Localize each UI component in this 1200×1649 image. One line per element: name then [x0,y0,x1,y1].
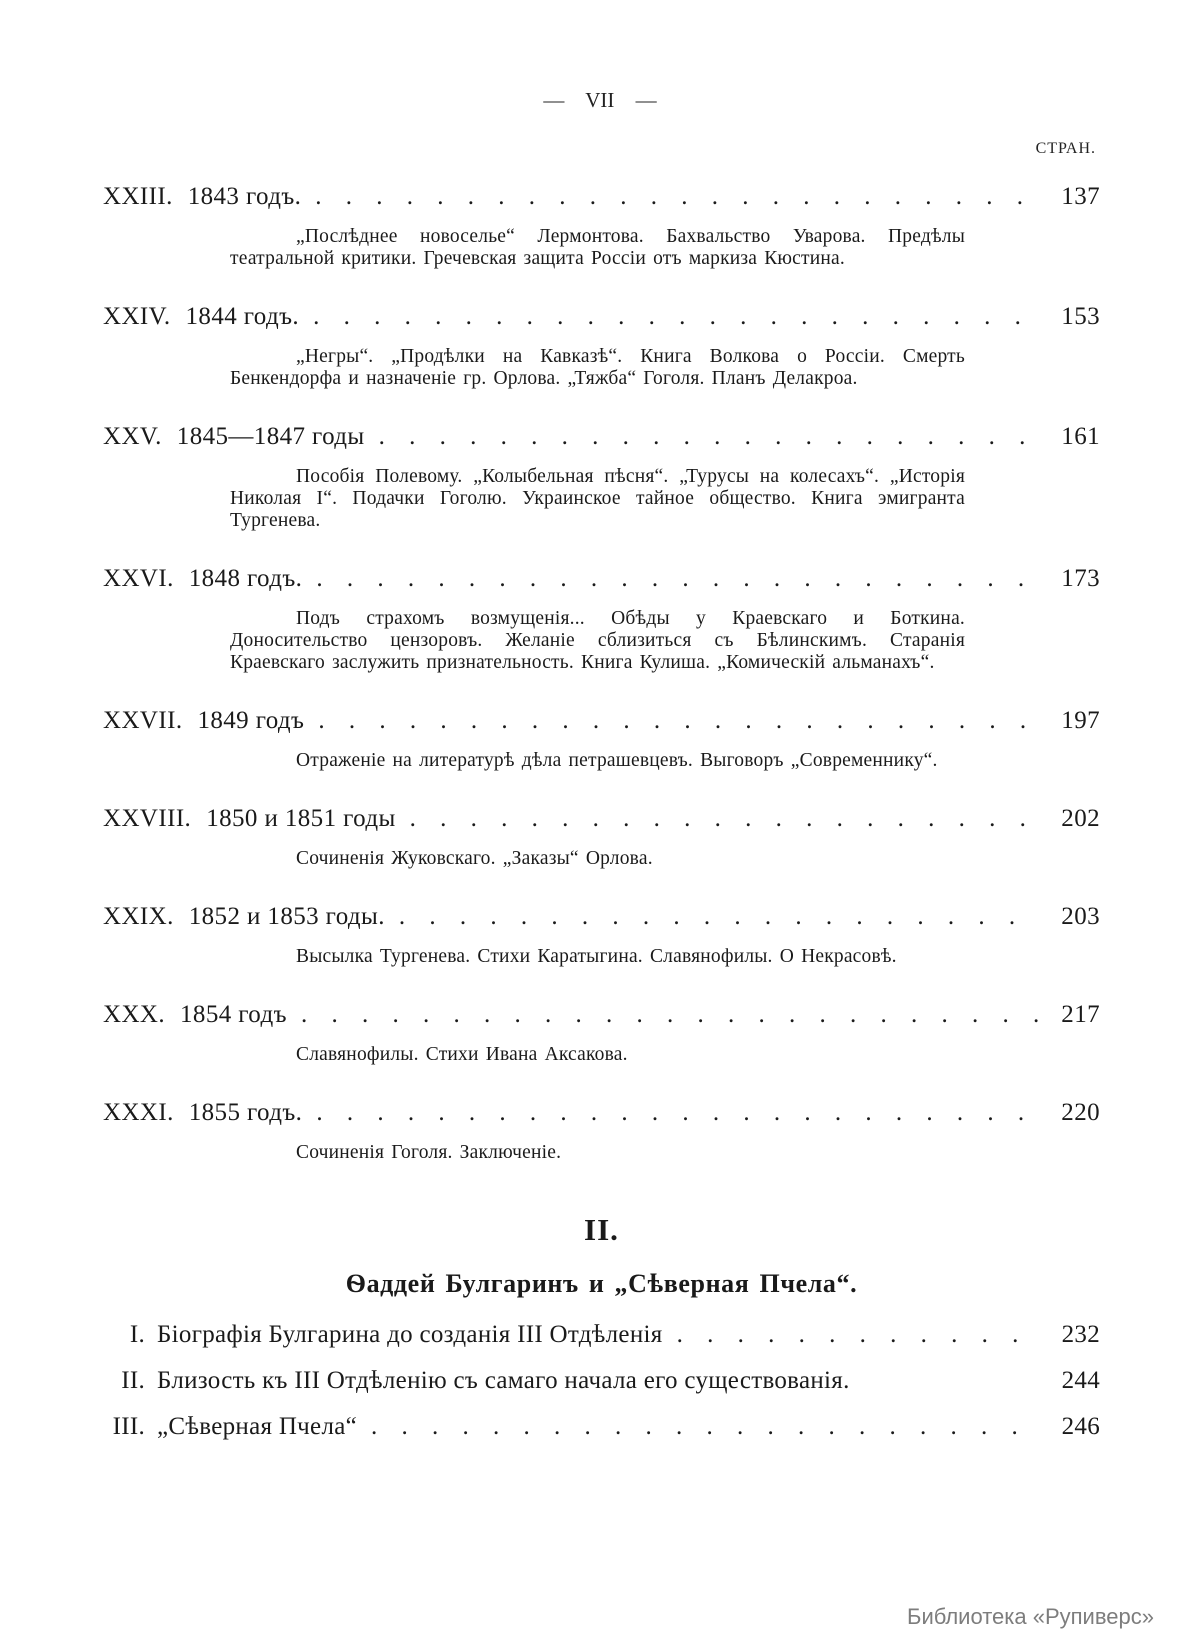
chapter-summary: Отраженіе на литературѣ дѣла петрашевцевъ. Выговоръ „Современнику“. [296,750,938,771]
chapter-title: 1843 годъ. [187,183,302,210]
page-number: 203 [1061,903,1100,930]
library-watermark: Библиотека «Рупиверс» [907,1604,1154,1629]
page-number: 137 [1061,183,1100,210]
page-number: 217 [1061,1001,1100,1028]
chapter-title: 1855 годъ. [188,1099,303,1126]
toc-entry-row [103,902,1100,932]
dot-leader [302,564,1038,594]
chapter-summary: Высылка Тургенева. Стихи Каратыгина. Славянофилы. О Некрасовѣ. [296,946,897,967]
chapter-title: 1844 годъ. [185,303,300,330]
toc-entry [103,902,1100,968]
toc-entry [103,422,1100,532]
toc-entry [103,182,1100,270]
chapter-numeral: XXIV. [103,303,171,330]
toc-entry [103,706,1100,772]
page-number: 244 [1061,1367,1100,1394]
page-number: 153 [1061,303,1100,330]
dot-leader [385,902,1038,932]
toc-entry-row [103,804,1100,834]
dot-leader [301,182,1038,212]
toc-part-two [103,1320,1100,1442]
page-number: 232 [1061,1321,1100,1348]
item-title: Близость къ III Отдѣленію съ самаго начала его существованія. [157,1367,850,1394]
page-column-header: СТРАН. [1035,140,1096,157]
chapter-title: 1850 и 1851 годы [206,805,396,832]
chapter-numeral: XXVII. [103,707,183,734]
chapter-numeral: XXVIII. [103,805,192,832]
toc-item [103,1412,1100,1442]
page-number: 197 [1061,707,1100,734]
toc-entry-row [103,1098,1100,1128]
toc-entry-row [103,182,1100,212]
toc-entry [103,1098,1100,1164]
dot-leader [357,1412,1038,1442]
chapter-title: 1849 годъ [197,707,305,734]
section-title: Ѳаддей Булгаринъ и „Сѣверная Пчела“. [345,1269,858,1298]
chapter-title: 1848 годъ. [188,565,303,592]
item-title: Біографія Булгарина до созданія III Отдѣленія [157,1321,663,1348]
section-number-heading: II. [584,1212,619,1247]
toc-item [103,1366,1100,1396]
dot-leader [304,706,1038,736]
chapter-numeral: XXV. [103,423,162,450]
page-number: 161 [1061,423,1100,450]
toc-entry [103,302,1100,390]
toc-entry-row [103,1000,1100,1030]
toc-entry-row [103,564,1100,594]
chapter-summary: „Негры“. „Продѣлки на Кавказѣ“. Книга Волкова о Россіи. Смерть Бенкендорфа и назначеніе гр. Орлова. „Тяжба“ Гоголя. Планъ Делакроа. [230,346,965,389]
folio-page-number: — VII — [543,88,657,112]
chapter-summary: Славянофилы. Стихи Ивана Аксакова. [296,1044,628,1065]
chapter-numeral: XXIX. [103,903,174,930]
chapter-title: 1854 годъ [180,1001,287,1028]
toc-entry [103,804,1100,870]
dot-leader [302,1098,1038,1128]
chapter-summary: Сочиненія Жуковскаго. „Заказы“ Орлова. [296,848,653,869]
page-number: 173 [1061,565,1100,592]
chapter-title: 1852 и 1853 годы. [188,903,385,930]
page-number: 202 [1061,805,1100,832]
chapter-numeral: XXVI. [103,565,174,592]
chapter-numeral: XXIII. [103,183,173,210]
toc-entry [103,564,1100,674]
item-title: „Сѣверная Пчела“ [157,1413,358,1440]
dot-leader [365,422,1038,452]
toc-entry-row [103,302,1100,332]
toc-entry-row [103,706,1100,736]
chapter-summary: Пособія Полевому. „Колыбельная пѣсня“. „Турусы на колесахъ“. „Исторія Николая I“. Подачки Гоголю. Украинское тайное общество. Книга эмигранта Тургенева. [230,466,965,531]
toc-entry [103,1000,1100,1066]
item-numeral: I. [129,1321,145,1348]
chapter-summary: Подъ страхомъ возмущенія... Обѣды у Краевскаго и Боткина. Доносительство цензоровъ. Желаніе сблизиться съ Бѣлинскимъ. Старанія Краевскаго заслужить признательность. Книга Кулиша. „Комическій альманахъ“. [230,608,965,673]
table-of-contents [103,140,1100,1442]
chapter-summary: „Послѣднее новоселье“ Лермонтова. Бахвальство Уварова. Предѣлы театральной критики. Гречевская защита Россіи отъ маркиза Кюстина. [230,226,965,269]
item-numeral: II. [121,1367,145,1394]
toc-part-one [103,182,1100,1164]
toc-item [103,1320,1100,1350]
dot-leader [287,1000,1038,1030]
item-numeral: III. [112,1413,145,1440]
page-number: 220 [1061,1099,1100,1126]
toc-entry-row [103,422,1100,452]
chapter-title: 1845—1847 годы [176,423,365,450]
dot-leader [663,1320,1038,1350]
page-number: 246 [1061,1413,1100,1440]
chapter-numeral: XXX. [103,1001,166,1028]
dot-leader [299,302,1038,332]
chapter-summary: Сочиненія Гоголя. Заключеніе. [296,1142,562,1163]
chapter-numeral: XXXI. [103,1099,174,1126]
dot-leader [396,804,1038,834]
